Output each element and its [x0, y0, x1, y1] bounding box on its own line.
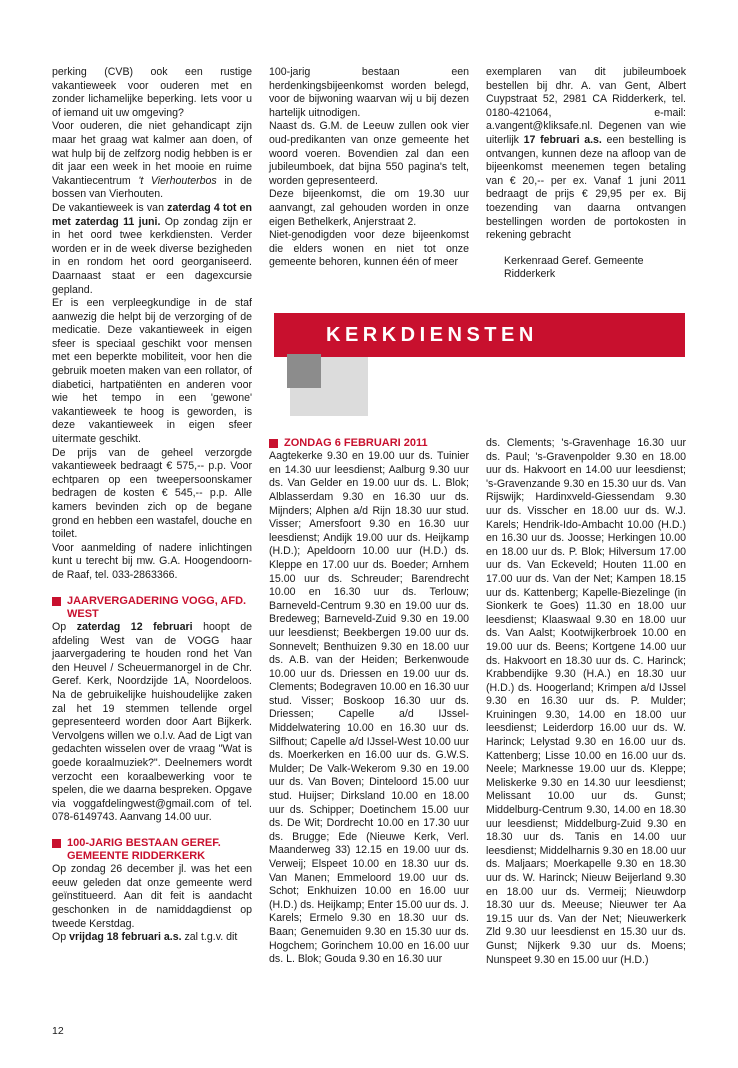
signature: Kerkenraad Geref. Gemeente Ridderkerk	[504, 254, 644, 281]
text-run: Voor ouderen, die niet gehandicapt zijn maar het graag wat kalmer aan doen, of wat hulp bij de zelfzorg nodig hebben is er dit jaar een week in het mooie en ruime Vakantiecentrum	[52, 120, 252, 187]
article-paragraph: perking (CVB) ook een rustige vakantieweek voor ouderen met en zonder lichamelijke beperking. Iets voor u of iemand uit uw omgeving?	[52, 66, 252, 119]
heading-text: JAARVERGADERING VOGG, AFD. WEST	[67, 594, 247, 620]
decorative-block-dark	[287, 354, 321, 388]
text-run: exemplaren van dit jubileumboek bestellen bij dhr. A. van Gent, Albert Cuypstraat 52, 2981 CA Ridderkerk, tel. 0180-421064, e-mail: a.vangent@kliksafe.nl. Degenen van wie uiterlijk	[486, 66, 686, 146]
column-3-top	[486, 66, 686, 282]
section-heading-vogg	[52, 595, 252, 621]
article-paragraph: Er is een verpleegkundige in de staf aanwezig die helpt bij de verzorging of de medicatie. Deze vakantieweek in eigen sfeer is speciaal geschikt voor mensen met een beperkte mobiliteit, voor hen die gebruik moeten maken van een rollator, of diabetici, hartpatiënten en anderen voor wie het tempo in een 'gewone' vakantieweek te hoog is geworden, is deze vakantieweek in eigen sfeer uitermate geschikt.	[52, 297, 252, 446]
heading-square-icon	[52, 597, 61, 606]
article-paragraph: Op zondag 26 december jl. was het een eeuw geleden dat onze gemeente werd geïnstitueerd. Aan dit feit is aandacht geschonken in de namiddagdienst op tweede Kerstdag.	[52, 863, 252, 930]
page-number: 12	[52, 1025, 64, 1037]
text-run: hoopt de afdeling West van de VOGG haar jaarvergadering te houden rond het Van den Heuvel / Scheuermanorgel in de Chr. Geref. Kerk, Noordzijde 1A, Noordeloos. Na de gebruikelijke huishoudelijke zaken zal het 19 stemmen tellende orgel gepresenteerd worden door Aart Bijkerk. Vervolgens willen we o.l.v. Aad de Ligt van gedachten wisselen over de vraag "Wat is goede koraalmuziek?". Deelnemers wordt verzocht een koraalbewerking voor te spelen, die we daarna bespreken. Opgave via voggafdelingwest@gmail.com of tel. 078-6149743. Aanvang 14.00 uur.	[52, 620, 252, 824]
text-run: in de bossen van Vierhouten.	[52, 174, 252, 201]
article-paragraph: Deze bijeenkomst, die om 19.30 uur aanvangt, zal gehouden worden in onze eigen Bethelkerk, Anjerstraat 2.	[269, 188, 469, 228]
date-highlight: zaterdag 12 februari	[76, 620, 193, 633]
heading-square-icon	[52, 839, 61, 848]
heading-text: ZONDAG 6 FEBRUARI 2011	[284, 437, 428, 449]
article-paragraph	[52, 120, 252, 202]
article-paragraph	[486, 66, 686, 243]
date-highlight: zaterdag 4 tot en met zaterdag 11 juni.	[52, 201, 252, 228]
heading-text: 100-JARIG BESTAAN GEREF. GEMEENTE RIDDERKERK	[67, 836, 221, 863]
article-paragraph: De prijs van de geheel verzorgde vakantieweek bedraagt € 575,-- p.p. Voor echtparen op een tweepersoonskamer bedragen de kosten € 545,-- p.p. Alle kamers bevinden zich op de begane grond en hebben een wastafel, douche en toilet.	[52, 446, 252, 541]
services-list: Aagtekerke 9.30 en 19.00 uur ds. Tuinier en 14.30 uur leesdienst; Aalburg 9.30 uur ds. Van Gelder en 19.00 uur ds. L. Blok; Alblasserdam 9.30 en 16.30 uur ds. Mijnders; Alphen a/d Rijn 18.30 uur stud. Visser; Amersfoort 9.30 en 16.30 uur leesdienst; Andijk 19.00 uur ds. Heijkamp (H.D.); Apeldoorn 10.00 uur (H.D.) ds. Kleppe en 17.00 uur ds. Boeder; Arnhem 15.00 uur ds. Schreuder; Barendrecht 10.00 en 16.30 uur ds. Terlouw; Barneveld-Centrum 9.30 en 19.00 uur ds. Bredeweg; Barneveld-Zuid 9.30 en 19.00 uur leesdienst; Beekbergen 19.00 uur ds. Sonnevelt; Benthuizen 9.30 en 18.00 uur ds. A.B. van der Heiden; Berkenwoude 10.00 uur ds. Driessen en 19.00 uur ds. Clements; Bodegraven 10.00 en 16.30 uur stud. Visser; Boskoop 16.30 uur ds. Driessen; Capelle a/d IJssel-Middelwatering 10.00 en 16.30 uur ds. Silfhout; Capelle a/d IJssel-West 10.00 uur ds. Moerkerken en 16.00 uur ds. G.W.S. Mulder; De Valk-Wekerom 9.30 en 19.00 uur ds. Van Boven; Dinteloord 15.00 uur stud. Huijser; Dirksland 10.00 en 18.00 uur ds. Schipper; Doetinchem 15.00 uur ds. De Wit; Dordrecht 10.00 en 17.30 uur ds. Brugge; Ede (Nieuwe Kerk, Verl. Maanderweg 33) 12.15 en 19.00 uur ds. Verweij; Elspeet 10.00 en 18.30 uur ds. Van Manen; Emmeloord 19.00 uur ds. Schot; Enkhuizen 10.00 en 16.00 uur (H.D.) ds. Heijkamp; Enter 15.00 uur ds. J. Karels; Ermelo 9.30 en 18.30 uur ds. Baan; Genemuiden 9.30 en 15.30 uur ds. Hogchem; Gorinchem 10.00 en 16.00 uur ds. L. Blok; Gouda 9.30 en 16.30 uur	[269, 450, 470, 966]
services-heading	[269, 437, 469, 450]
date-highlight: 17 februari a.s.	[523, 133, 602, 146]
services-list: ds. Clements; 's-Gravenhage 16.30 uur ds. Paul; 's-Gravenpolder 9.30 en 18.00 uur ds. Hakvoort en 14.00 uur leesdienst; 's-Gravenzande 9.30 en 15.30 uur ds. Van Rijswijk; Hardinxveld-Giessendam 9.30 uur ds. Visscher en 18.00 uur ds. W.J. Karels; Hendrik-Ido-Ambacht 10.00 (H.D.) en 16.30 uur ds. Joosse; Herkingen 10.00 en 18.00 uur ds. P. Blok; Hilversum 17.00 uur ds. Van Eckeveld; Houten 11.00 en 17.00 uur ds. Van der Net; Kampen 18.15 uur ds. Kattenberg; Kapelle-Biezelinge (in Sionkerk te Goes) 11.30 en 18.00 uur leesdienst; Klaaswaal 9.30 en 18.00 uur ds. Van Aalst; Kootwijkerbroek 10.00 en 19.00 uur ds. Beens; Kortgene 14.00 uur ds. Hakvoort en 18.30 uur ds. C. Harinck; Krabbendijke 9.30 (H.A.) en 18.30 uur (H.D.) ds. Hoogerland; Krimpen a/d IJssel 9.30 en 16.30 uur ds. P. Mulder; Kruiningen 9.30, 14.00 en 18.00 uur leesdienst; Leiderdorp 16.00 uur ds. W. Harinck; Lelystad 9.30 en 16.00 uur ds. Kattenberg; Lisse 10.00 en 16.00 uur ds. Neele; Marknesse 19.00 uur ds. Kleppe; Meliskerke 9.30 en 14.30 uur leesdienst; Melissant 10.00 uur ds. Gunst; Middelburg-Centrum 9.30, 14.00 en 18.30 uur leesdienst; Middelburg-Zuid 9.30 en 18.30 uur ds. Tanis en 14.00 uur leesdienst; Middelharnis 9.30 en 18.00 uur ds. Maljaars; Moerkapelle 9.30 en 18.30 uur ds. W. Harinck; Nieuw Beijerland 9.30 en 18.00 uur ds. Vermeij; Nieuwdorp 18.30 uur ds. Meeuse; Nieuwer ter Aa 19.15 uur ds. Van der Net; Nieuwerkerk Zld 9.30 uur leesdienst en 15.30 uur ds. Gunst; Nijkerk 9.30 uur ds. Moens; Nunspeet 9.30 en 15.00 uur (H.D.)	[486, 437, 686, 966]
article-paragraph	[52, 621, 252, 825]
text-run: Op	[52, 931, 70, 944]
text-run: Op	[52, 620, 77, 633]
column-1	[52, 66, 252, 945]
date-highlight: vrijdag 18 februari a.s.	[69, 931, 182, 944]
article-paragraph: 100-jarig bestaan een herdenkingsbijeenkomst worden belegd, voor de bijwoning waarvan wij u bij dezen hartelijk uitnodigen.	[269, 66, 469, 119]
column-2-top	[269, 66, 469, 270]
article-paragraph: Niet-genodigden voor deze bijeenkomst die elders wonen en niet tot onze gemeente behoren, kunnen één of meer	[269, 229, 469, 269]
text-run: een bestelling is ontvangen, kunnen deze na afloop van de bijeenkomst meenemen tegen betaling van € 20,-- per ex. Vanaf 1 juni 2011 bedraagt de prijs € 29,95 per ex. Bij toezending van daarna ontvangen bestellingen worden de portokosten in rekening gebracht	[486, 133, 686, 242]
text-run: Op zondag zijn er in het oord twee kerkdiensten. Verder worden er in de week diverse bezigheden in en rondom het oord georganiseerd. Daarnaast staat er een dagexcursie gepland.	[52, 215, 252, 296]
article-paragraph: Naast ds. G.M. de Leeuw zullen ook vier oud-predikanten van onze gemeente het woord voeren. Bovendien zal dan een jubileumboek, dat bijna 550 pagina's telt, worden gepresenteerd.	[269, 120, 469, 187]
article-paragraph	[52, 202, 252, 297]
article-paragraph: Voor aanmelding of nadere inlichtingen kunt u terecht bij mw. G.A. Hoogendoorn-de Raaf, tel. 033-2863366.	[52, 541, 252, 581]
heading-square-icon	[269, 439, 278, 448]
venue-name: 't Vierhouterbos	[138, 174, 217, 187]
banner-title: KERKDIENSTEN	[326, 324, 538, 346]
text-run: zal t.g.v. dit	[181, 931, 238, 944]
services-column-3	[486, 437, 686, 967]
article-paragraph	[52, 931, 252, 945]
services-column-2	[269, 437, 469, 967]
section-banner	[274, 313, 685, 357]
text-run: De vakantieweek is van	[52, 201, 168, 214]
section-heading-jubilee	[52, 837, 252, 863]
